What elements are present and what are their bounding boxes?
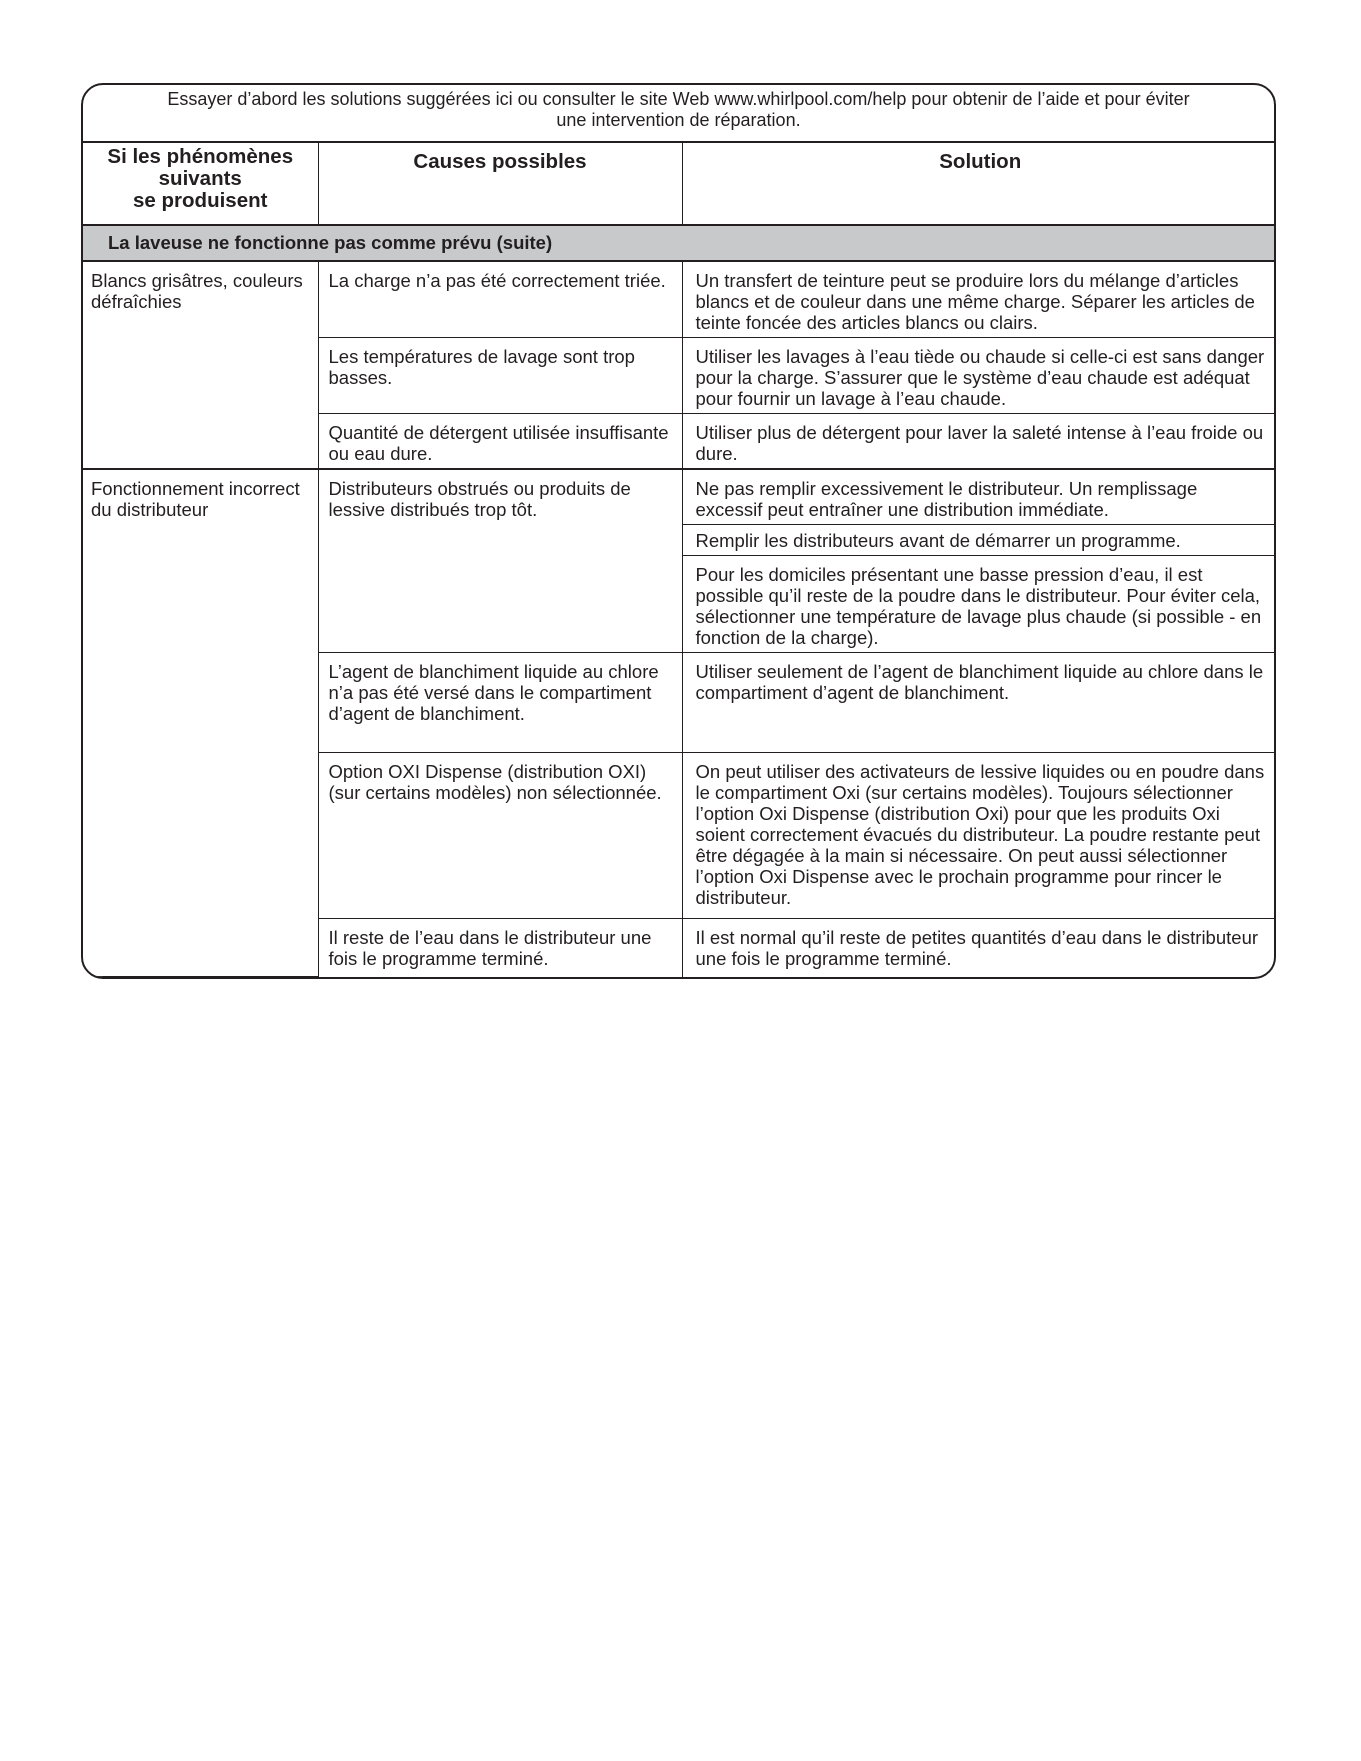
cause-cell: La charge n’a pas été correctement triée. — [318, 261, 682, 338]
cause-cell: Les températures de lavage sont trop basses. — [318, 338, 682, 414]
cause-cell: Option OXI Dispense (distribution OXI) (sur certains modèles) non sélectionnée. — [318, 753, 682, 919]
solution-cell: Ne pas remplir excessivement le distributeur. Un remplissage excessif peut entraîner une distribution immédiate. — [682, 469, 1276, 525]
header-causes: Causes possibles — [318, 143, 682, 225]
header-symptom — [83, 143, 318, 225]
troubleshooting-table-frame — [81, 83, 1276, 979]
section-title: La laveuse ne fonctionne pas comme prévu (suite) — [83, 225, 1276, 261]
cause-cell: L’agent de blanchiment liquide au chlore n’a pas été versé dans le compartiment d’agent de blanchiment. — [318, 653, 682, 753]
solution-cell: Utiliser seulement de l’agent de blanchiment liquide au chlore dans le compartiment d’agent de blanchiment. — [682, 653, 1276, 753]
solution-cell: Pour les domiciles présentant une basse pression d’eau, il est possible qu’il reste de la poudre dans le distributeur. Pour éviter cela, sélectionner une température de lavage plus chaude (si possible - en fonction de la charge). — [682, 556, 1276, 653]
cause-cell: Quantité de détergent utilisée insuffisante ou eau dure. — [318, 414, 682, 470]
solution-cell: Utiliser les lavages à l’eau tiède ou chaude si celle-ci est sans danger pour la charge. S’assurer que le système d’eau chaude est adéquat pour fournir un lavage à l’eau chaude. — [682, 338, 1276, 414]
solution-cell: Remplir les distributeurs avant de démarrer un programme. — [682, 525, 1276, 556]
header-symptom-line-2: suivants — [158, 167, 242, 190]
cause-cell: Distributeurs obstrués ou produits de lessive distribués trop tôt. — [318, 469, 682, 653]
solution-cell: Utiliser plus de détergent pour laver la saleté intense à l’eau froide ou dure. — [682, 414, 1276, 470]
intro-note — [83, 85, 1274, 143]
solution-cell: On peut utiliser des activateurs de lessive liquides ou en poudre dans le compartiment Oxi (sur certains modèles). Toujours sélectionner l’option Oxi Dispense (distribution Oxi) pour que les produits Oxi soient correctement évacués du distributeur. La poudre restante peut être dégagée à la main si nécessaire. On peut aussi sélectionner l’option Oxi Dispense avec le prochain programme pour rincer le distributeur. — [682, 753, 1276, 919]
header-symptom-line-3: se produisent — [133, 189, 268, 212]
table-row — [83, 261, 1276, 338]
section-row — [83, 225, 1276, 261]
header-symptom-line-1: Si les phénomènes — [107, 145, 294, 168]
header-row — [83, 143, 1276, 225]
intro-line-1: Essayer d’abord les solutions suggérées ici ou consulter le site Web www.whirlpool.com/help pour obtenir de l’aide et pour éviter — [167, 89, 1190, 109]
symptom-cell: Blancs grisâtres, couleurs défraîchies — [83, 261, 318, 469]
intro-line-2: une intervention de réparation. — [556, 110, 801, 130]
table-row — [83, 469, 1276, 525]
header-solution: Solution — [682, 143, 1276, 225]
solution-cell: Il est normal qu’il reste de petites quantités d’eau dans le distributeur une fois le programme terminé. — [682, 919, 1276, 977]
solution-cell: Un transfert de teinture peut se produire lors du mélange d’articles blancs et de couleur dans une même charge. Séparer les articles de teinte foncée des articles blancs ou clairs. — [682, 261, 1276, 338]
troubleshooting-table — [83, 143, 1276, 977]
symptom-cell: Fonctionnement incorrect du distributeur — [83, 469, 318, 977]
cause-cell: Il reste de l’eau dans le distributeur une fois le programme terminé. — [318, 919, 682, 977]
